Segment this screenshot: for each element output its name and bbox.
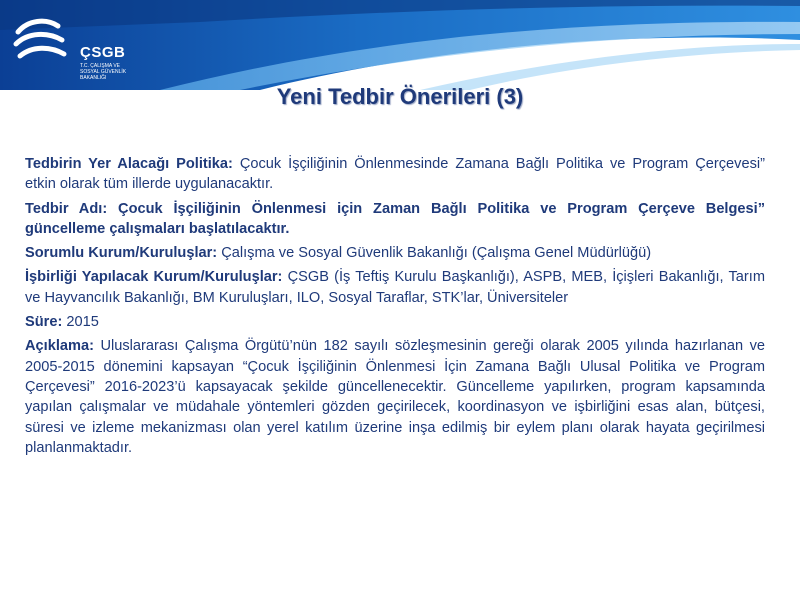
slide-title: Yeni Tedbir Önerileri (3) (276, 84, 524, 109)
responsible-paragraph (25, 243, 765, 263)
logo-subtitle: T.C. ÇALIŞMA VE SOSYAL GÜVENLİK BAKANLIĞI (80, 63, 127, 81)
description-paragraph (25, 336, 765, 458)
duration-text: 2015 (62, 314, 99, 331)
responsible-label: Sorumlu Kurum/Kuruluşlar: (25, 245, 218, 262)
measure-name-paragraph (25, 199, 765, 240)
csgb-logo (10, 14, 160, 84)
duration-label: Süre: (25, 314, 63, 331)
duration-paragraph (25, 312, 765, 332)
description-label: Açıklama: (25, 338, 94, 355)
policy-text: Çocuk İşçiliğinin Önlenmesinde Zamana Bağlı Politika ve Program Çerçevesi” etkin olarak tüm illerde uygulanacaktır. (25, 156, 765, 193)
content-body (25, 154, 765, 462)
cooperation-paragraph (25, 267, 765, 308)
csgb-logo-icon (10, 14, 70, 70)
policy-paragraph (25, 154, 765, 195)
logo-text: ÇSGB (80, 44, 126, 61)
description-text: Uluslararası Çalışma Örgütü’nün 182 sayılı sözleşmesinin gereği olarak 2005 yılında hazırlanan ve 2005-2015 dönemini kapsayan “Çocuk İşçiliğinin Önlenmesi İçin Zamana Bağlı Ulusal Politika ve Program Çerçevesi” 2016-2023’ü kapsayacak şekilde güncellenecektir. Güncelleme yapılırken, program kapsamında yapılan çalışmalar ve müdahale yöntemleri gözden geçirilecek, koordinasyon ve işbirliğini esas alan, bütçesi, süresi ve izleme mekanizması olan yerel katılım üzerine inşa edilmiş bir eylem planı olarak hayata geçirilmesi planlanmaktadır. (25, 338, 765, 456)
cooperation-text: ÇSGB (İş Teftiş Kurulu Başkanlığı), ASPB, MEB, İçişleri Bakanlığı, Tarım ve Hayvancılık Bakanlığı, BM Kuruluşları, ILO, Sosyal Taraflar, STK’lar, Üniversiteler (25, 269, 765, 306)
measure-name-label: Tedbir Adı: (25, 200, 108, 217)
cooperation-label: İşbirliği Yapılacak Kurum/Kuruluşlar: (25, 269, 283, 286)
measure-name-text: Çocuk İşçiliğinin Önlenmesi için Zaman Bağlı Politika ve Program Çerçeve Belgesi” güncelleme çalışmaları başlatılacaktır. (25, 200, 765, 237)
responsible-text: Çalışma ve Sosyal Güvenlik Bakanlığı (Çalışma Genel Müdürlüğü) (217, 245, 652, 262)
policy-label: Tedbirin Yer Alacağı Politika: (25, 156, 233, 172)
